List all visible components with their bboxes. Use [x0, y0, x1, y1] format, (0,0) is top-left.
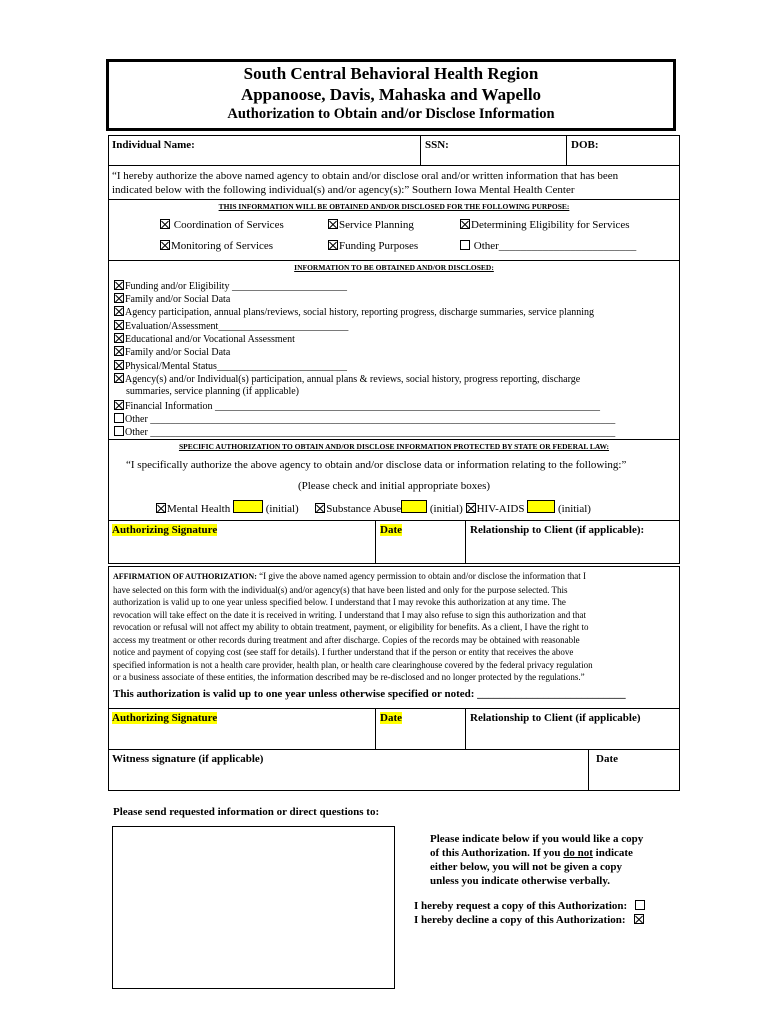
- checkbox-checked-icon[interactable]: [460, 219, 470, 229]
- specific-statement: “I specifically authorize the above agency to obtain and/or disclose data or information relating to the following:”: [126, 459, 627, 471]
- authorize-line-1: “I hereby authorize the above named agency to obtain and/or disclose oral and/or written information that has been: [112, 170, 619, 182]
- info-item-educational[interactable]: Educational and/or Vocational Assessment: [114, 333, 295, 345]
- hiv-aids-checkbox[interactable]: [466, 503, 476, 513]
- info-item-other-1[interactable]: Other _____________________________________________________________________________________________: [114, 413, 615, 425]
- checkbox-checked-icon[interactable]: [328, 219, 338, 229]
- purpose-other[interactable]: Other_________________________: [460, 240, 636, 252]
- relationship-2[interactable]: Relationship to Client (if applicable): [470, 712, 641, 724]
- info-item-evaluation[interactable]: Evaluation/Assessment__________________________: [114, 320, 348, 332]
- checkbox-checked-icon[interactable]: [160, 240, 170, 250]
- decline-copy-checkbox[interactable]: [634, 914, 644, 924]
- authorizing-signature-2[interactable]: Authorizing Signature: [112, 712, 218, 724]
- specific-heading: SPECIFIC AUTHORIZATION TO OBTAIN AND/OR DISCLOSE INFORMATION PROTECTED BY STATE OR FEDERAL LAW:: [178, 442, 610, 451]
- purpose-service-planning[interactable]: Service Planning: [328, 219, 414, 231]
- validity-statement[interactable]: This authorization is valid up to one year unless otherwise specified or noted: ___________________________: [113, 688, 626, 700]
- checkbox-checked-icon[interactable]: [114, 293, 124, 303]
- purpose-monitoring[interactable]: Monitoring of Services: [160, 240, 273, 252]
- hiv-aids-initial-field[interactable]: [527, 500, 555, 513]
- checkbox-checked-icon[interactable]: [114, 373, 124, 383]
- copy-instructions: Please indicate below if you would like a copy of this Authorization. If you do not indicate either below, you will not be given a copy unless you indicate otherwise verbally.: [430, 833, 644, 887]
- ssn-field[interactable]: SSN:: [425, 139, 449, 151]
- hiv-aids-label: HIV-AIDS: [476, 503, 525, 515]
- request-copy-row: I hereby request a copy of this Authorization:: [414, 900, 646, 912]
- checkbox-checked-icon[interactable]: [114, 306, 124, 316]
- info-heading: INFORMATION TO BE OBTAINED AND/OR DISCLOSED:: [294, 263, 494, 272]
- info-item-funding[interactable]: Funding and/or Eligibility _______________________: [114, 280, 347, 292]
- send-to-label: Please send requested information or direct questions to:: [113, 806, 380, 818]
- purpose-funding[interactable]: Funding Purposes: [328, 240, 418, 252]
- specific-instruction: (Please check and initial appropriate boxes): [297, 480, 491, 492]
- info-item-family[interactable]: Family and/or Social Data: [114, 293, 230, 305]
- checkbox-empty-icon[interactable]: [114, 413, 124, 423]
- checkbox-checked-icon[interactable]: [114, 360, 124, 370]
- mental-health-checkbox[interactable]: [156, 503, 166, 513]
- witness-date[interactable]: Date: [596, 753, 618, 765]
- info-item-financial[interactable]: Financial Information _____________________________________________________________________________: [114, 400, 600, 412]
- info-item-physical[interactable]: Physical/Mental Status__________________________: [114, 360, 347, 372]
- signature-date-1[interactable]: Date: [380, 524, 402, 536]
- info-item-continuation: summaries, service planning (if applicable): [126, 386, 299, 397]
- decline-copy-row: I hereby decline a copy of this Authorization:: [414, 914, 645, 926]
- send-to-address-box[interactable]: [112, 826, 395, 989]
- purpose-eligibility[interactable]: Determining Eligibility for Services: [460, 219, 630, 231]
- info-item-family-2[interactable]: Family and/or Social Data: [114, 346, 230, 358]
- checkbox-checked-icon[interactable]: [160, 219, 170, 229]
- authorize-line-2: indicated below with the following individual(s) and/or agency(s):” Southern Iowa Mental Health Center: [112, 184, 575, 196]
- info-item-other-2[interactable]: Other _____________________________________________________________________________________________: [114, 426, 615, 438]
- purpose-coordination[interactable]: Coordination of Services: [160, 219, 284, 231]
- checkbox-empty-icon[interactable]: [460, 240, 470, 250]
- specific-options: Mental Health (initial) Substance Abuse (initial) HIV-AIDS (initial): [156, 500, 591, 515]
- signature-date-2[interactable]: Date: [380, 712, 402, 724]
- substance-abuse-checkbox[interactable]: [315, 503, 325, 513]
- relationship-1[interactable]: Relationship to Client (if applicable):: [470, 524, 645, 536]
- counties-title: Appanoose, Davis, Mahaska and Wapello: [240, 85, 542, 104]
- checkbox-checked-icon[interactable]: [114, 280, 124, 290]
- authorizing-signature-1[interactable]: Authorizing Signature: [112, 524, 218, 536]
- mental-health-initial-field[interactable]: [233, 500, 263, 513]
- checkbox-checked-icon[interactable]: [328, 240, 338, 250]
- region-title: South Central Behavioral Health Region: [243, 64, 539, 83]
- info-item-agency-individual[interactable]: Agency(s) and/or Individual(s) participation, annual plans & reviews, social history, progress reporting, discharge: [114, 373, 580, 385]
- checkbox-checked-icon[interactable]: [114, 346, 124, 356]
- affirmation-text: AFFIRMATION OF AUTHORIZATION: “I give the above named agency permission to obtain and/or disclose the information that I have selected on this form with the individual(s) and/or agency(s) that have been listed and only for the purpose selected. This authorization is valid up to one year unless specified below. I understand that I may revoke this authorization at any time. The revocation will take effect on the date it is received in writing. I understand that I may also refuse to sign this authorization and that revocation or refusal will not affect my ability to obtain treatment, payment, or eligibility for benefits. As a client, I have the right to access my treatment or other records during treatment and after discharge. Copies of the records may be obtained with reasonable notice and payment of copying cost (see staff for details). I further understand that if the person or entity that receives the above specified information is not a health care provider, health plan, or health care clearinghouse covered by the federal privacy regulation or a business associate of these entities, the information described may be re-disclosed and no longer protected by the regulations.”: [113, 571, 593, 682]
- info-item-agency-participation[interactable]: Agency participation, annual plans/reviews, social history, reporting progress, discharge summaries, service planning: [114, 306, 594, 318]
- affirmation-label: AFFIRMATION OF AUTHORIZATION:: [113, 572, 257, 581]
- substance-abuse-initial-field[interactable]: [401, 500, 427, 513]
- witness-signature[interactable]: Witness signature (if applicable): [112, 753, 264, 765]
- checkbox-empty-icon[interactable]: [114, 426, 124, 436]
- request-copy-checkbox[interactable]: [635, 900, 645, 910]
- mental-health-label: Mental Health: [167, 503, 231, 515]
- checkbox-checked-icon[interactable]: [114, 320, 124, 330]
- individual-name-field[interactable]: Individual Name:: [112, 139, 195, 151]
- checkbox-checked-icon[interactable]: [114, 400, 124, 410]
- form-title: Authorization to Obtain and/or Disclose Information: [227, 106, 555, 122]
- substance-abuse-label: Substance Abuse: [326, 503, 402, 515]
- dob-field[interactable]: DOB:: [571, 139, 599, 151]
- checkbox-checked-icon[interactable]: [114, 333, 124, 343]
- purpose-heading: THIS INFORMATION WILL BE OBTAINED AND/OR DISCLOSED FOR THE FOLLOWING PURPOSE:: [218, 202, 570, 211]
